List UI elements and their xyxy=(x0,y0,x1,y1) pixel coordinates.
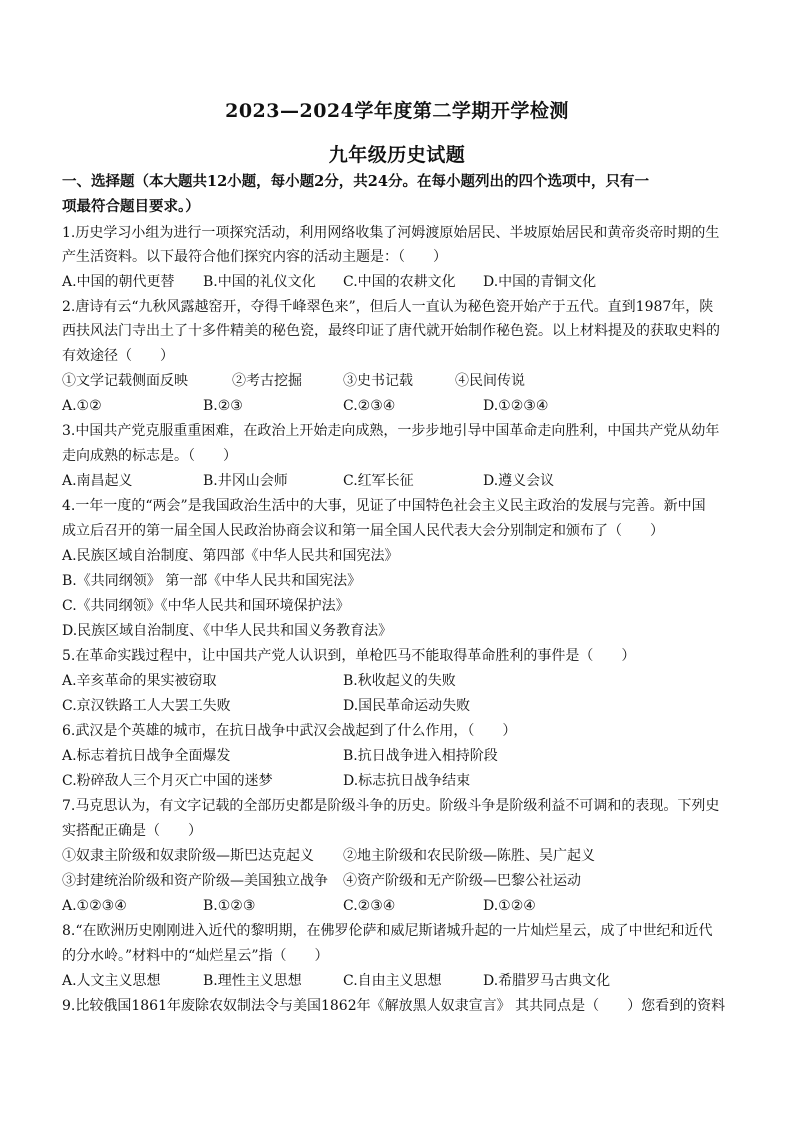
q1-stem-line1: 1.历史学习小组为进行一项探究活动，利用网络收集了河姆渡原始居民、半坡原始居民和黄帝炎帝时期的生 xyxy=(62,225,720,241)
q4-option-b: B.《共同纲领》 第一部《中华人民共和国宪法》 xyxy=(62,573,362,589)
q2-option-d: D.①②③④ xyxy=(483,398,549,414)
q2-stem-line3: 有效途径（ ） xyxy=(62,348,174,364)
q5-option-c: C.京汉铁路工人大罢工失败 xyxy=(62,698,231,714)
exam-subtitle: 九年级历史试题 xyxy=(328,144,466,166)
q8-option-a: A.人文主义思想 xyxy=(62,973,161,989)
q8-option-b: B.理性主义思想 xyxy=(203,973,302,989)
q2-item-3: ③史书记载 xyxy=(343,373,413,389)
q6-option-c: C.粉碎敌人三个月灭亡中国的迷梦 xyxy=(62,773,273,789)
q1-option-d: D.中国的青铜文化 xyxy=(483,274,597,290)
q3-option-d: D.遵义会议 xyxy=(483,473,555,489)
q9-stem-line1: 9.比较俄国1861年废除农奴制法令与美国1862年《解放黑人奴隶宣言》 其共同点是（ ）您看到的资料 xyxy=(62,998,726,1014)
q3-option-b: B.井冈山会师 xyxy=(203,473,288,489)
q4-option-c: C.《共同纲领》《中华人民共和国环境保护法》 xyxy=(62,598,350,614)
q7-option-c: C.②③④ xyxy=(343,898,396,914)
q3-stem-line1: 3.中国共产党克服重重困难，在政治上开始走向成熟，一步步地引导中国革命走向胜利，中国共产党从幼年 xyxy=(62,423,720,439)
exam-title: 2023—2024学年度第二学期开学检测 xyxy=(225,100,569,122)
q7-item-1: ①奴隶主阶级和奴隶阶级—斯巴达克起义 xyxy=(62,848,314,864)
q8-stem-line1: 8.“在欧洲历史刚刚进入近代的黎明期，在佛罗伦萨和威尼斯诸城升起的一片灿烂星云，成了中世纪和近代 xyxy=(62,923,713,939)
q4-stem-line1: 4.一年一度的“两会”是我国政治生活中的大事，见证了中国特色社会主义民主政治的发展与完善。新中国 xyxy=(62,498,706,514)
q7-option-b: B.①②③ xyxy=(203,898,256,914)
q8-stem-line2: 的分水岭。”材料中的“灿烂星云”指（ ） xyxy=(62,948,329,964)
q2-stem-line2: 西扶风法门寺出土了十多件精美的秘色瓷，最终印证了唐代就开始制作秘色瓷。以上材料提及的获取史料的 xyxy=(62,323,720,339)
q4-stem-line2: 成立后召开的第一届全国人民政治协商会议和第一届全国人民代表大会分别制定和颁布了（ ） xyxy=(62,523,664,539)
q3-stem-line2: 走向成熟的标志是。（ ） xyxy=(62,448,237,464)
q2-item-4: ④民间传说 xyxy=(455,373,525,389)
q7-stem-line1: 7.马克思认为，有文字记载的全部历史都是阶级斗争的历史。阶级斗争是阶级利益不可调和的表现。下列史 xyxy=(62,798,720,814)
q7-item-3: ③封建统治阶级和资产阶级—美国独立战争 xyxy=(62,873,328,889)
q7-item-2: ②地主阶级和农民阶级—陈胜、吴广起义 xyxy=(343,848,595,864)
q1-option-c: C.中国的农耕文化 xyxy=(343,274,456,290)
q2-option-a: A.①② xyxy=(62,398,102,414)
q1-option-a: A.中国的朝代更替 xyxy=(62,274,175,290)
q2-stem-line1: 2.唐诗有云“九秋风露越窑开，夺得千峰翠色来”，但后人一直认为秘色瓷开始产于五代。直到1987年，陕 xyxy=(62,299,714,315)
q6-option-a: A.标志着抗日战争全面爆发 xyxy=(62,748,231,764)
q7-option-a: A.①②③④ xyxy=(62,898,127,914)
section-heading-line2: 项最符合题目要求。） xyxy=(62,198,200,215)
q4-option-d: D.民族区域自治制度、《中华人民共和国义务教育法》 xyxy=(62,623,393,639)
q5-option-b: B.秋收起义的失败 xyxy=(343,673,456,689)
section-heading-line1: 一、选择题（本大题共12小题，每小题2分，共24分。在每小题列出的四个选项中，只有一 xyxy=(62,173,649,190)
q5-option-d: D.国民革命运动失败 xyxy=(343,698,471,714)
q5-option-a: A.辛亥革命的果实被窃取 xyxy=(62,673,217,689)
q7-stem-line2: 实搭配正确是（ ） xyxy=(62,823,202,839)
q2-item-1: ①文学记载侧面反映 xyxy=(62,373,188,389)
q7-item-4: ④资产阶级和无产阶级—巴黎公社运动 xyxy=(343,873,581,889)
q3-option-c: C.红军长征 xyxy=(343,473,414,489)
q7-option-d: D.①②④ xyxy=(483,898,536,914)
q2-option-c: C.②③④ xyxy=(343,398,396,414)
q3-option-a: A.南昌起义 xyxy=(62,473,133,489)
q8-option-c: C.自由主义思想 xyxy=(343,973,442,989)
q2-option-b: B.②③ xyxy=(203,398,243,414)
q8-option-d: D.希腊罗马古典文化 xyxy=(483,973,611,989)
q5-stem-line1: 5.在革命实践过程中，让中国共产党人认识到，单枪匹马不能取得革命胜利的事件是（ ） xyxy=(62,648,636,664)
q6-option-d: D.标志抗日战争结束 xyxy=(343,773,471,789)
q1-stem-line2: 产生活资料。以下最符合他们探究内容的活动主题是：（ ） xyxy=(62,249,447,265)
q4-option-a: A.民族区域自治制度、第四部《中华人民共和国宪法》 xyxy=(62,548,399,564)
q6-stem-line1: 6.武汉是个英雄的城市，在抗日战争中武汉会战起到了什么作用，（ ） xyxy=(62,723,517,739)
q6-option-b: B.抗日战争进入相持阶段 xyxy=(343,748,498,764)
q2-item-2: ②考古挖掘 xyxy=(232,373,302,389)
q1-option-b: B.中国的礼仪文化 xyxy=(203,274,316,290)
